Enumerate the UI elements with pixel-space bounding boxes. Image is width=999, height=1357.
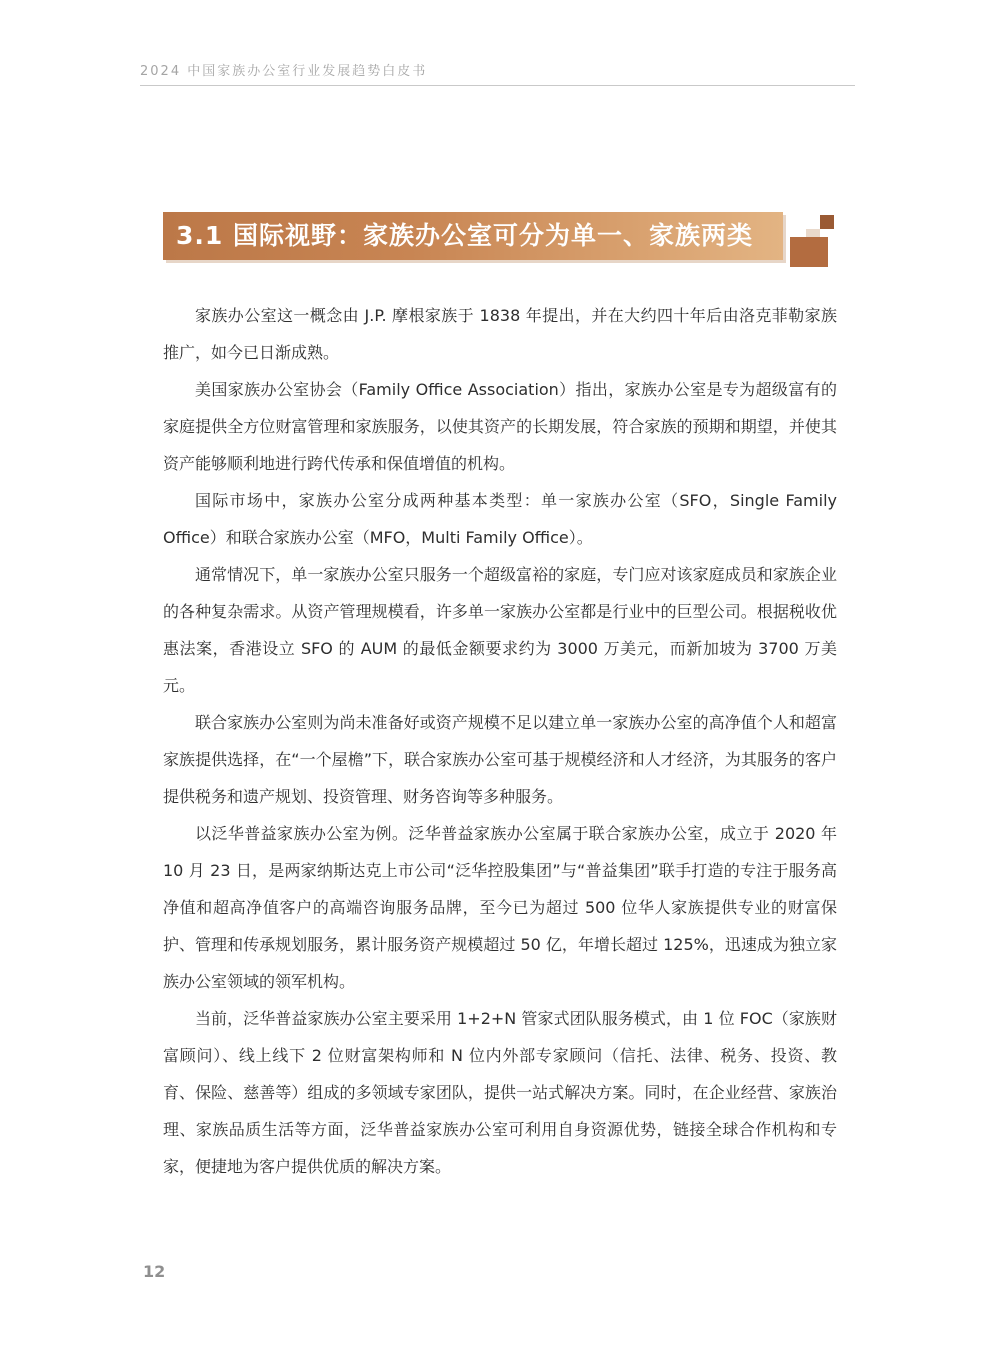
paragraph: 家族办公室这一概念由 J.P. 摩根家族于 1838 年提出，并在大约四十年后由洛克菲勒家族推广，如今已日渐成熟。 xyxy=(163,306,837,362)
decorative-square-dark xyxy=(820,215,834,229)
body-text xyxy=(163,297,837,1185)
paragraph: 通常情况下，单一家族办公室只服务一个超级富裕的家庭，专门应对该家庭成员和家族企业的各种复杂需求。从资产管理规模看，许多单一家族办公室都是行业中的巨型公司。根据税收优惠法案，香港设立 SFO 的 AUM 的最低金额要求约为 3000 万美元，而新加坡为 3700 万美元。 xyxy=(163,565,837,695)
decorative-square-large xyxy=(790,237,828,267)
paragraph: 美国家族办公室协会（Family Office Association）指出，家族办公室是专为超级富有的家庭提供全方位财富管理和家族服务，以使其资产的长期发展，符合家族的预期和期望，并使其资产能够顺利地进行跨代传承和保值增值的机构。 xyxy=(163,380,837,473)
paragraph: 当前，泛华普益家族办公室主要采用 1+2+N 管家式团队服务模式，由 1 位 FOC（家族财富顾问）、线上线下 2 位财富架构师和 N 位内外部专家顾问（信托、法律、税务、投资、教育、保险、慈善等）组成的多领域专家团队，提供一站式解决方案。同时，在企业经营、家族治理、家族品质生活等方面，泛华普益家族办公室可利用自身资源优势，链接全球合作机构和专家，便捷地为客户提供优质的解决方案。 xyxy=(163,1009,837,1176)
header-divider xyxy=(140,85,855,86)
page-number: 12 xyxy=(143,1262,166,1281)
paragraph: 联合家族办公室则为尚未准备好或资产规模不足以建立单一家族办公室的高净值个人和超富家族提供选择，在“一个屋檐”下，联合家族办公室可基于规模经济和人才经济，为其服务的客户提供税务和遗产规划、投资管理、财务咨询等多种服务。 xyxy=(163,713,837,806)
paragraph: 以泛华普益家族办公室为例。泛华普益家族办公室属于联合家族办公室，成立于 2020 年 10 月 23 日，是两家纳斯达克上市公司“泛华控股集团”与“普益集团”联手打造的专注于服务高净值和超高净值客户的高端咨询服务品牌，至今已为超过 500 位华人家族提供专业的财富保护、管理和传承规划服务，累计服务资产规模超过 50 亿，年增长超过 125%，迅速成为独立家族办公室领域的领军机构。 xyxy=(163,824,837,991)
running-header-title: 2024 中国家族办公室行业发展趋势白皮书 xyxy=(140,64,428,79)
section-title: 3.1 国际视野：家族办公室可分为单一、家族两类 xyxy=(176,221,753,250)
paragraph: 国际市场中，家族办公室分成两种基本类型：单一家族办公室（SFO，Single Family Office）和联合家族办公室（MFO，Multi Family Office）。 xyxy=(163,491,837,547)
